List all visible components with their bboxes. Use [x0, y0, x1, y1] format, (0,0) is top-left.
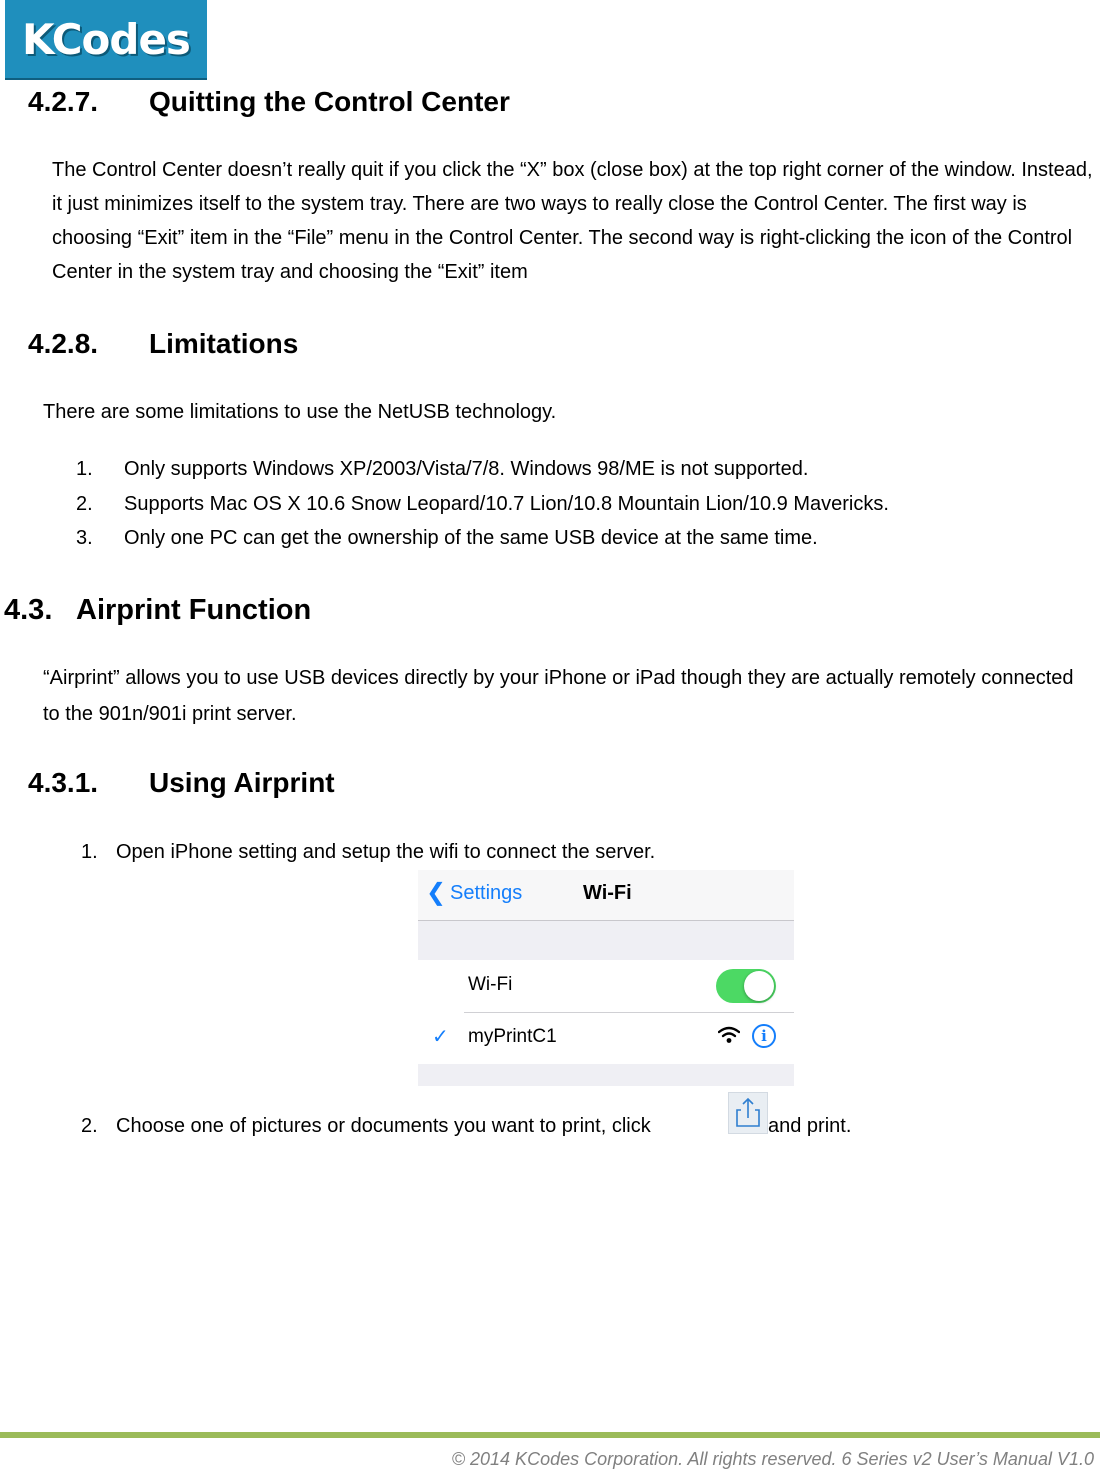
- wifi-signal-icon: [718, 1026, 740, 1044]
- footer-copyright: © 2014 KCodes Corporation. All rights reserved. 6 Series v2 User’s Manual V1.0: [451, 1449, 1094, 1469]
- back-button[interactable]: Settings: [450, 882, 523, 904]
- section-heading-4-3: [4, 594, 704, 630]
- section-heading-4-3-1: [28, 767, 728, 801]
- step-number: 1.: [81, 841, 98, 863]
- heading-number: 4.2.7.: [28, 86, 99, 117]
- list-number: 3.: [76, 527, 93, 549]
- step-text-after: and print.: [768, 1115, 852, 1137]
- list-text: Supports Mac OS X 10.6 Snow Leopard/10.7 Lion/10.8 Mountain Lion/10.9 Mavericks.: [124, 493, 889, 515]
- chevron-left-icon[interactable]: ❮: [426, 879, 447, 906]
- paragraph-quitting: The Control Center doesn’t really quit if you click the “X” box (close box) at the top right corner of the window. Instead, it just minimizes itself to the system tray. There are two ways to really close the Control Center. The first way is choosing “Exit” item in the “File” menu in the Control Center. The second way is right-clicking the icon of the Control Center in the system tray and choosing the “Exit” item: [52, 159, 1093, 283]
- wifi-toggle[interactable]: [716, 969, 776, 1003]
- heading-title: Quitting the Control Center: [149, 86, 510, 117]
- row-divider: [464, 1012, 794, 1013]
- list-number: 2.: [76, 493, 93, 515]
- heading-title: Airprint Function: [76, 594, 312, 626]
- heading-number: 4.3.: [4, 594, 53, 626]
- network-row[interactable]: [418, 1012, 794, 1064]
- paragraph-limitations-intro: There are some limitations to use the NetUSB technology.: [43, 401, 557, 423]
- step-number: 2.: [81, 1115, 98, 1137]
- iphone-wifi-screenshot: [418, 870, 794, 1086]
- heading-title: Using Airprint: [149, 767, 335, 798]
- heading-number: 4.3.1.: [28, 767, 99, 798]
- checkmark-icon: ✓: [432, 1026, 449, 1048]
- section-heading-4-2-8: [28, 328, 728, 362]
- paragraph-airprint: “Airprint” allows you to use USB devices directly by your iPhone or iPad though they are actually remotely connected to the 901n/901i print server.: [43, 667, 1074, 725]
- step-text-before: Choose one of pictures or documents you want to print, click: [116, 1115, 651, 1137]
- list-number: 1.: [76, 458, 93, 480]
- network-name: myPrintC1: [468, 1026, 557, 1047]
- screen-title: Wi-Fi: [583, 882, 632, 904]
- heading-title: Limitations: [149, 328, 299, 359]
- nav-bar: [418, 870, 794, 921]
- list-text: Only supports Windows XP/2003/Vista/7/8. Windows 98/ME is not supported.: [124, 458, 809, 480]
- share-icon-glyph: [729, 1093, 767, 1133]
- step-text: Open iPhone setting and setup the wifi to connect the server.: [116, 841, 656, 863]
- heading-number: 4.2.8.: [28, 328, 99, 359]
- footer-divider: [0, 1432, 1100, 1438]
- wifi-toggle-row: [418, 960, 794, 1012]
- section-heading-4-2-7: [28, 86, 728, 120]
- wifi-row-label: Wi-Fi: [468, 974, 513, 995]
- share-icon: [728, 1092, 768, 1134]
- kcodes-logo: KCodes: [5, 0, 207, 80]
- list-text: Only one PC can get the ownership of the same USB device at the same time.: [124, 527, 818, 549]
- info-icon[interactable]: i: [752, 1024, 776, 1048]
- toggle-knob: [744, 971, 774, 1001]
